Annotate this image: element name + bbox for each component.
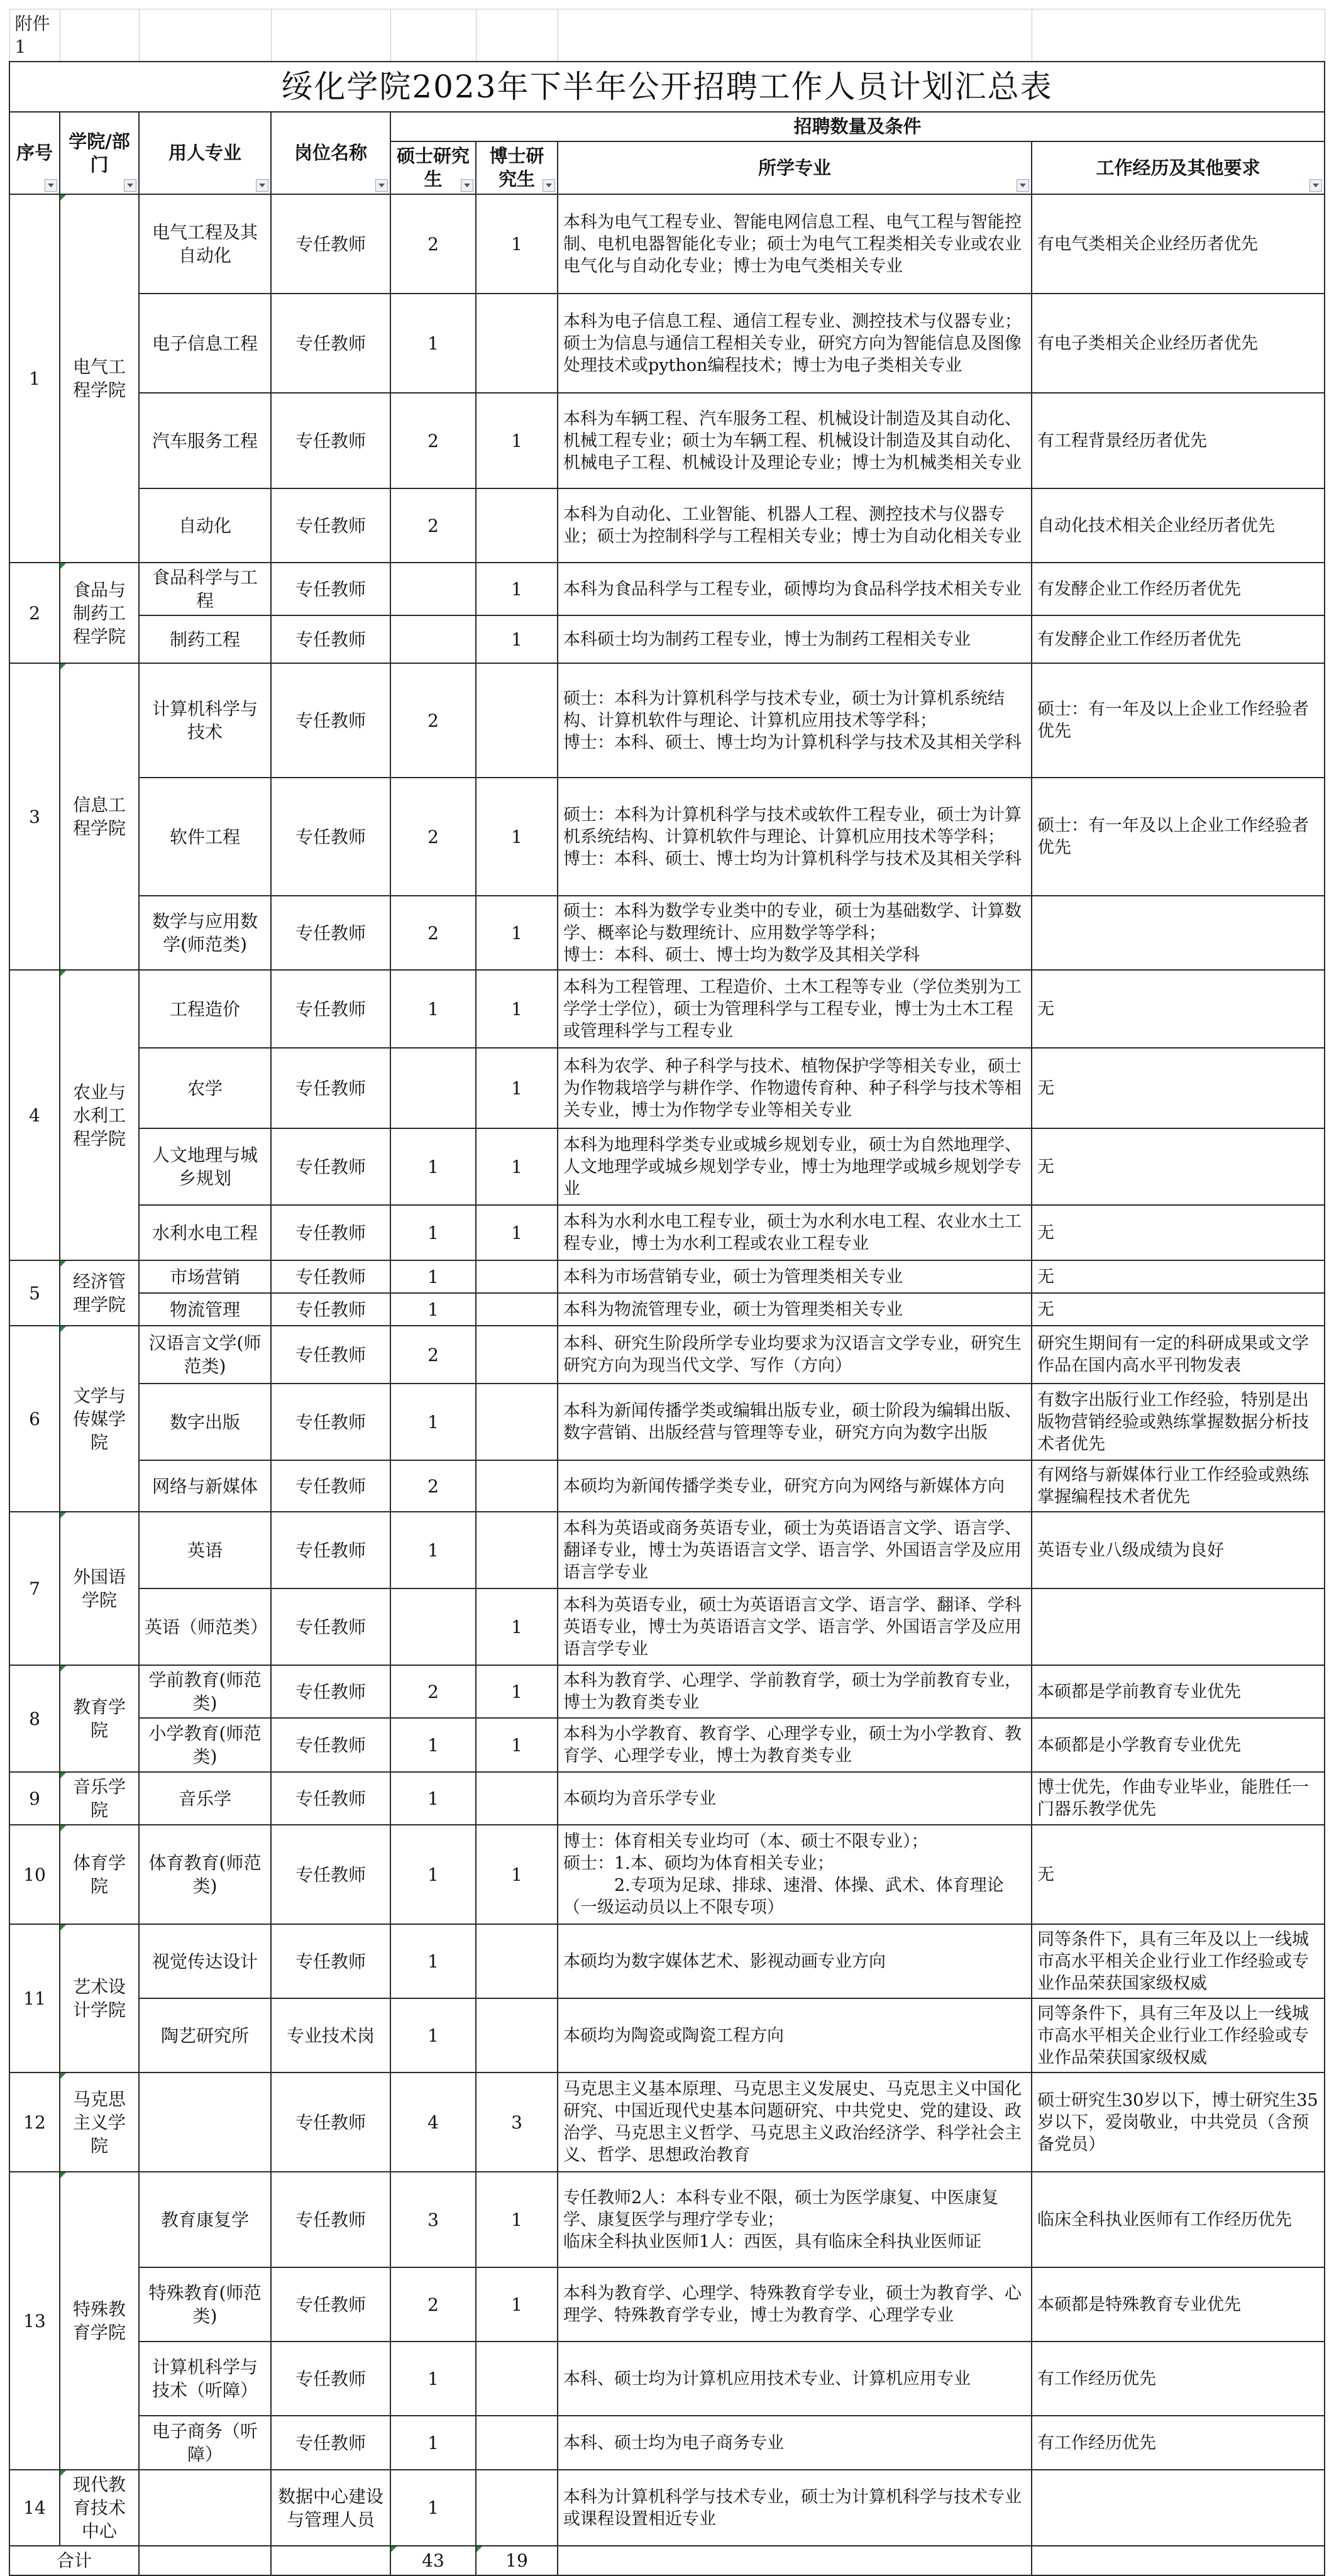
row-experience-cell[interactable]: 无 [1032, 1825, 1325, 1924]
row-experience-cell[interactable]: 有工作经历优先 [1032, 2416, 1325, 2470]
empty-cell[interactable] [558, 9, 1032, 62]
row-position-cell[interactable]: 专任教师 [271, 2267, 390, 2342]
row-studied-cell[interactable]: 专任教师2人：本科专业不限，硕士为医学康复、中医康复学、康复医学与理疗学专业； 临床全科执业医师1人：西医，具有临床全科执业医师证 [558, 2172, 1032, 2267]
row-studied-cell[interactable]: 本科、硕士均为电子商务专业 [558, 2416, 1032, 2470]
row-phd-count[interactable]: 1 [476, 1665, 558, 1718]
row-masters-count[interactable]: 3 [390, 2172, 476, 2267]
row-major-cell[interactable]: 数字出版 [139, 1384, 271, 1460]
row-experience-cell[interactable]: 本硕都是学前教育专业优先 [1032, 1665, 1325, 1718]
row-major-cell[interactable]: 英语 [139, 1512, 271, 1588]
table-row [9, 294, 1325, 393]
row-major-cell[interactable]: 特殊教育(师范类) [139, 2267, 271, 2342]
row-major-cell[interactable]: 水利水电工程 [139, 1205, 271, 1260]
row-college-cell[interactable]: 农业与水利工程学院 [60, 970, 139, 1260]
row-studied-cell[interactable]: 本科为教育学、心理学、学前教育学，硕士为学前教育专业，博士为教育类专业 [558, 1665, 1032, 1718]
table-row [9, 2342, 1325, 2416]
table-row [9, 1460, 1325, 1512]
row-masters-count[interactable]: 2 [390, 2267, 476, 2342]
row-seq-cell[interactable]: 3 [9, 663, 60, 970]
row-studied-cell[interactable]: 本科为教育学、心理学、特殊教育学专业，硕士为教育学、心理学、特殊教育学专业，博士为教育学、心理学专业 [558, 2267, 1032, 2342]
row-phd-count[interactable] [476, 1924, 558, 1998]
annex-row [9, 9, 1325, 62]
row-phd-count[interactable] [476, 1260, 558, 1293]
header-masters[interactable] [390, 141, 476, 194]
row-major-cell[interactable]: 计算机科学与技术 [139, 663, 271, 778]
header-seq-label: 序号 [16, 142, 53, 163]
row-experience-cell[interactable]: 研究生期间有一定的科研成果或文学作品在国内高水平刊物发表 [1032, 1326, 1325, 1384]
row-phd-count[interactable]: 1 [476, 393, 558, 488]
row-seq-cell[interactable]: 6 [9, 1326, 60, 1512]
row-masters-count[interactable]: 1 [390, 1260, 476, 1293]
row-masters-count[interactable]: 2 [390, 488, 476, 563]
row-experience-cell[interactable]: 本硕都是小学教育专业优先 [1032, 1718, 1325, 1772]
row-phd-count[interactable]: 1 [476, 563, 558, 615]
row-phd-count[interactable] [476, 1293, 558, 1326]
row-position-cell[interactable]: 专任教师 [271, 1128, 390, 1205]
table-row [9, 778, 1325, 896]
row-major-cell[interactable] [139, 2470, 271, 2546]
filter-dropdown-icon[interactable] [1017, 179, 1029, 192]
row-experience-cell[interactable] [1032, 896, 1325, 970]
table-row [9, 1326, 1325, 1384]
header-masters-label: 硕士研究生 [396, 145, 470, 190]
row-experience-cell[interactable]: 有电子类相关企业经历者优先 [1032, 294, 1325, 393]
row-college-cell[interactable]: 外国语学院 [60, 1512, 139, 1665]
row-studied-cell[interactable]: 本科为计算机科学与技术专业，硕士为计算机科学与技术专业或课程设置相近专业 [558, 2470, 1032, 2546]
row-phd-count[interactable] [476, 1326, 558, 1384]
total-row [9, 2546, 1325, 2575]
row-experience-cell[interactable]: 硕士：有一年及以上企业工作经验者优先 [1032, 778, 1325, 896]
row-masters-count[interactable]: 1 [390, 1512, 476, 1588]
row-studied-cell[interactable]: 本科为小学教育、教育学、心理学专业，硕士为小学教育、教育学、心理学专业，博士为教育类专业 [558, 1718, 1032, 1772]
table-row [9, 1128, 1325, 1205]
table-row [9, 194, 1325, 294]
header-position-label: 岗位名称 [294, 142, 367, 163]
filter-dropdown-icon[interactable] [124, 179, 136, 192]
table-row [9, 1260, 1325, 1293]
filter-dropdown-icon[interactable] [256, 179, 268, 192]
row-position-cell[interactable]: 专任教师 [271, 1205, 390, 1260]
row-phd-count[interactable]: 1 [476, 896, 558, 970]
row-phd-count[interactable] [476, 1772, 558, 1825]
row-masters-count[interactable] [390, 1048, 476, 1128]
header-major-label: 用人专业 [168, 142, 241, 163]
row-phd-count[interactable] [476, 2470, 558, 2546]
table-row [9, 393, 1325, 488]
total-phd[interactable]: 19 [476, 2546, 558, 2575]
row-position-cell[interactable]: 专任教师 [271, 194, 390, 294]
row-position-cell[interactable]: 专任教师 [271, 1512, 390, 1588]
title-row [9, 62, 1325, 112]
row-phd-count[interactable]: 1 [476, 778, 558, 896]
row-position-cell[interactable]: 专任教师 [271, 1718, 390, 1772]
row-major-cell[interactable]: 人文地理与城乡规划 [139, 1128, 271, 1205]
row-studied-cell[interactable]: 本硕均为音乐学专业 [558, 1772, 1032, 1825]
empty-cell[interactable] [139, 2546, 271, 2575]
row-phd-count[interactable]: 1 [476, 2172, 558, 2267]
row-masters-count[interactable] [390, 563, 476, 615]
table-title[interactable]: 绥化学院2023年下半年公开招聘工作人员计划汇总表 [9, 62, 1325, 112]
row-major-cell[interactable]: 农学 [139, 1048, 271, 1128]
header-experience-label: 工作经历及其他要求 [1096, 157, 1260, 179]
empty-cell[interactable] [390, 9, 476, 62]
row-major-cell[interactable]: 陶艺研究所 [139, 1998, 271, 2072]
row-studied-cell[interactable]: 本科为市场营销专业，硕士为管理类相关专业 [558, 1260, 1032, 1293]
row-experience-cell[interactable] [1032, 1588, 1325, 1665]
row-position-cell[interactable]: 专任教师 [271, 393, 390, 488]
row-masters-count[interactable]: 1 [390, 1825, 476, 1924]
row-phd-count[interactable]: 1 [476, 2267, 558, 2342]
row-position-cell[interactable]: 专任教师 [271, 1326, 390, 1384]
row-seq-cell[interactable]: 7 [9, 1512, 60, 1665]
row-position-cell[interactable]: 专任教师 [271, 1772, 390, 1825]
row-position-cell[interactable]: 专任教师 [271, 488, 390, 563]
filter-dropdown-icon[interactable] [45, 179, 57, 192]
row-masters-count[interactable]: 1 [390, 2470, 476, 2546]
row-studied-cell[interactable]: 本科为工程管理、工程造价、土木工程等专业（学位类别为工学学士学位），硕士为管理科学与工程专业，博士为土木工程或管理科学与工程专业 [558, 970, 1032, 1048]
row-college-cell[interactable]: 经济管理学院 [60, 1260, 139, 1326]
row-masters-count[interactable]: 2 [390, 896, 476, 970]
row-phd-count[interactable] [476, 2342, 558, 2416]
row-position-cell[interactable]: 专任教师 [271, 663, 390, 778]
row-position-cell[interactable]: 专任教师 [271, 778, 390, 896]
row-studied-cell[interactable]: 硕士：本科为数学专业类中的专业，硕士为基础数学、计算数学、概率论与数理统计、应用数学等学科； 博士：本科、硕士、博士均为数学及其相关学科 [558, 896, 1032, 970]
row-experience-cell[interactable]: 自动化技术相关企业经历者优先 [1032, 488, 1325, 563]
row-college-cell[interactable]: 文学与传媒学院 [60, 1326, 139, 1512]
row-masters-count[interactable]: 4 [390, 2072, 476, 2172]
row-major-cell[interactable]: 工程造价 [139, 970, 271, 1048]
row-phd-count[interactable] [476, 1384, 558, 1460]
empty-cell[interactable] [60, 9, 139, 62]
row-masters-count[interactable]: 1 [390, 1718, 476, 1772]
row-position-cell[interactable]: 数据中心建设与管理人员 [271, 2470, 390, 2546]
header-studied[interactable] [558, 141, 1032, 194]
row-studied-cell[interactable]: 本科为车辆工程、汽车服务工程、机械设计制造及其自动化、机械工程专业；硕士为车辆工程、机械设计制造及其自动化、机械电子工程、机械设计及理论专业；博士为机械类相关专业 [558, 393, 1032, 488]
header-major[interactable] [139, 112, 271, 194]
row-position-cell[interactable]: 专任教师 [271, 2072, 390, 2172]
table-row [9, 1293, 1325, 1326]
row-masters-count[interactable]: 1 [390, 1293, 476, 1326]
header-studied-label: 所学专业 [758, 157, 831, 179]
row-major-cell[interactable]: 数学与应用数学(师范类) [139, 896, 271, 970]
row-masters-count[interactable]: 1 [390, 294, 476, 393]
row-phd-count[interactable]: 3 [476, 2072, 558, 2172]
row-position-cell[interactable]: 专任教师 [271, 1460, 390, 1512]
row-experience-cell[interactable]: 同等条件下，具有三年及以上一线城市高水平相关企业行业工作经验或专业作品荣获国家级权威 [1032, 1924, 1325, 1998]
row-masters-count[interactable] [390, 615, 476, 663]
row-phd-count[interactable] [476, 294, 558, 393]
row-masters-count[interactable] [390, 1588, 476, 1665]
header-conditions[interactable]: 招聘数量及条件 [390, 112, 1325, 141]
row-studied-cell[interactable]: 本硕均为数字媒体艺术、影视动画专业方向 [558, 1924, 1032, 1998]
row-studied-cell[interactable]: 本科为英语或商务英语专业，硕士为英语语言文学、语言学、翻译专业，博士为英语语言文学、语言学、外国语言学及应用语言学专业 [558, 1512, 1032, 1588]
row-studied-cell[interactable]: 本科硕士均为制药工程专业，博士为制药工程相关专业 [558, 615, 1032, 663]
row-masters-count[interactable]: 1 [390, 1384, 476, 1460]
row-position-cell[interactable]: 专任教师 [271, 896, 390, 970]
empty-cell[interactable] [476, 9, 558, 62]
row-experience-cell[interactable]: 有工程背景经历者优先 [1032, 393, 1325, 488]
header-college[interactable] [60, 112, 139, 194]
row-position-cell[interactable]: 专任教师 [271, 2172, 390, 2267]
filter-dropdown-icon[interactable] [375, 179, 388, 192]
row-major-cell[interactable]: 自动化 [139, 488, 271, 563]
row-position-cell[interactable]: 专任教师 [271, 1293, 390, 1326]
row-seq-cell[interactable]: 10 [9, 1825, 60, 1924]
row-studied-cell[interactable]: 马克思主义基本原理、马克思主义发展史、马克思主义中国化研究、中国近现代史基本问题研究、中共党史、党的建设、政治学、马克思主义哲学、马克思主义政治经济学、科学社会主义、哲学、思想政治教育 [558, 2072, 1032, 2172]
row-experience-cell[interactable] [1032, 2470, 1325, 2546]
row-phd-count[interactable] [476, 1512, 558, 1588]
row-college-cell[interactable]: 教育学院 [60, 1665, 139, 1772]
total-label[interactable]: 合计 [9, 2546, 139, 2575]
row-position-cell[interactable]: 专任教师 [271, 1924, 390, 1998]
header-position[interactable] [271, 112, 390, 194]
row-studied-cell[interactable]: 本科为英语专业，硕士为英语语言文学、语言学、翻译、学科英语专业，博士为英语语言文学、语言学、外国语言学及应用语言学专业 [558, 1588, 1032, 1665]
row-major-cell[interactable]: 小学教育(师范类) [139, 1718, 271, 1772]
row-studied-cell[interactable]: 本科、硕士均为计算机应用技术专业、计算机应用专业 [558, 2342, 1032, 2416]
row-experience-cell[interactable]: 硕士：有一年及以上企业工作经验者优先 [1032, 663, 1325, 778]
table-row [9, 663, 1325, 778]
row-phd-count[interactable]: 1 [476, 1588, 558, 1665]
empty-cell[interactable] [139, 9, 271, 62]
empty-cell[interactable] [271, 2546, 390, 2575]
row-major-cell[interactable]: 视觉传达设计 [139, 1924, 271, 1998]
table-row [9, 2172, 1325, 2267]
row-masters-count[interactable]: 2 [390, 1665, 476, 1718]
row-masters-count[interactable]: 1 [390, 1924, 476, 1998]
row-experience-cell[interactable]: 有数字出版行业工作经验，特别是出版物营销经验或熟练掌握数据分析技术者优先 [1032, 1384, 1325, 1460]
row-college-cell[interactable]: 电气工程学院 [60, 194, 139, 563]
table-row [9, 1924, 1325, 1998]
row-position-cell[interactable]: 专任教师 [271, 1260, 390, 1293]
row-major-cell[interactable]: 食品科学与工程 [139, 563, 271, 615]
row-phd-count[interactable]: 1 [476, 1718, 558, 1772]
table-row [9, 2416, 1325, 2470]
row-seq-cell[interactable]: 13 [9, 2172, 60, 2470]
row-experience-cell[interactable]: 无 [1032, 970, 1325, 1048]
row-college-cell[interactable]: 特殊教育学院 [60, 2172, 139, 2470]
row-phd-count[interactable]: 1 [476, 1825, 558, 1924]
row-phd-count[interactable] [476, 2416, 558, 2470]
table-row [9, 1384, 1325, 1460]
row-studied-cell[interactable]: 本科为新闻传播学类或编辑出版专业，硕士阶段为编辑出版、数字营销、出版经营与管理等专业，研究方向为数字出版 [558, 1384, 1032, 1460]
row-experience-cell[interactable]: 无 [1032, 1205, 1325, 1260]
row-seq-cell[interactable]: 2 [9, 563, 60, 663]
row-major-cell[interactable]: 市场营销 [139, 1260, 271, 1293]
row-experience-cell[interactable]: 有电气类相关企业经历者优先 [1032, 194, 1325, 294]
row-masters-count[interactable]: 2 [390, 393, 476, 488]
row-position-cell[interactable]: 专任教师 [271, 2342, 390, 2416]
row-phd-count[interactable] [476, 1460, 558, 1512]
row-major-cell[interactable]: 汽车服务工程 [139, 393, 271, 488]
row-masters-count[interactable]: 1 [390, 2342, 476, 2416]
row-position-cell[interactable]: 专任教师 [271, 1825, 390, 1924]
header-seq[interactable] [9, 112, 60, 194]
table-row [9, 2072, 1325, 2172]
empty-cell[interactable] [1032, 2546, 1325, 2575]
row-major-cell[interactable]: 电子商务（听障） [139, 2416, 271, 2470]
row-phd-count[interactable]: 1 [476, 1205, 558, 1260]
row-phd-count[interactable] [476, 488, 558, 563]
table-row [9, 1048, 1325, 1128]
row-experience-cell[interactable]: 博士优先，作曲专业毕业，能胜任一门器乐教学优先 [1032, 1772, 1325, 1825]
row-major-cell[interactable]: 制药工程 [139, 615, 271, 663]
row-college-cell[interactable]: 体育学院 [60, 1825, 139, 1924]
row-college-cell[interactable]: 食品与制药工程学院 [60, 563, 139, 663]
row-studied-cell[interactable]: 本科为农学、种子科学与技术、植物保护学等相关专业，硕士为作物栽培学与耕作学、作物遗传育种、种子科学与技术等相关专业，博士为作物学专业等相关专业 [558, 1048, 1032, 1128]
row-college-cell[interactable]: 信息工程学院 [60, 663, 139, 970]
table-row [9, 1825, 1325, 1924]
row-major-cell[interactable]: 计算机科学与技术（听障） [139, 2342, 271, 2416]
header-phd-label: 博士研究生 [489, 145, 544, 190]
row-studied-cell[interactable]: 本科为自动化、工业智能、机器人工程、测控技术与仪器专业；硕士为控制科学与工程相关专业；博士为自动化相关专业 [558, 488, 1032, 563]
row-studied-cell[interactable]: 博士：体育相关专业均可（本、硕士不限专业）； 硕士：1.本、硕均为体育相关专业； 2.专项为足球、排球、速滑、体操、武术、体育理论（一级运动员以上不限专项） [558, 1825, 1032, 1924]
row-major-cell[interactable]: 软件工程 [139, 778, 271, 896]
row-seq-cell[interactable]: 12 [9, 2072, 60, 2172]
table-row [9, 2470, 1325, 2546]
row-major-cell[interactable]: 学前教育(师范类) [139, 1665, 271, 1718]
table-row [9, 1998, 1325, 2072]
row-seq-cell[interactable]: 14 [9, 2470, 60, 2546]
row-studied-cell[interactable]: 本科为地理科学类专业或城乡规划专业，硕士为自然地理学、人文地理学或城乡规划学专业，博士为地理学或城乡规划学专业 [558, 1128, 1032, 1205]
row-studied-cell[interactable]: 本科为水利水电工程专业，硕士为水利水电工程、农业水土工程专业，博士为水利工程或农业工程专业 [558, 1205, 1032, 1260]
row-major-cell[interactable]: 体育教育(师范类) [139, 1825, 271, 1924]
row-masters-count[interactable]: 2 [390, 1460, 476, 1512]
table-row [9, 1588, 1325, 1665]
row-seq-cell[interactable]: 11 [9, 1924, 60, 2072]
header-phd[interactable] [476, 141, 558, 194]
row-experience-cell[interactable]: 有工作经历优先 [1032, 2342, 1325, 2416]
header-experience[interactable] [1032, 141, 1325, 194]
row-major-cell[interactable]: 教育康复学 [139, 2172, 271, 2267]
row-masters-count[interactable]: 1 [390, 1205, 476, 1260]
row-experience-cell[interactable]: 英语专业八级成绩为良好 [1032, 1512, 1325, 1588]
row-major-cell[interactable] [139, 2072, 271, 2172]
row-major-cell[interactable]: 音乐学 [139, 1772, 271, 1825]
row-position-cell[interactable]: 专任教师 [271, 563, 390, 615]
table-row [9, 1772, 1325, 1825]
row-phd-count[interactable]: 1 [476, 615, 558, 663]
row-studied-cell[interactable]: 硕士：本科为计算机科学与技术或软件工程专业，硕士为计算机系统结构、计算机软件与理论、计算机应用技术等学科； 博士：本科、硕士、博士均为计算机科学与技术及其相关学科 [558, 778, 1032, 896]
header-row-1 [9, 112, 1325, 141]
row-major-cell[interactable]: 汉语言文学(师范类) [139, 1326, 271, 1384]
table-row [9, 896, 1325, 970]
row-phd-count[interactable] [476, 1998, 558, 2072]
row-studied-cell[interactable]: 本科为食品科学与工程专业，硕博均为食品科学技术相关专业 [558, 563, 1032, 615]
table-row [9, 970, 1325, 1048]
row-position-cell[interactable]: 专任教师 [271, 294, 390, 393]
row-masters-count[interactable]: 1 [390, 1772, 476, 1825]
empty-cell[interactable] [558, 2546, 1032, 2575]
table-row [9, 1512, 1325, 1588]
row-phd-count[interactable]: 1 [476, 1048, 558, 1128]
table-row [9, 1665, 1325, 1718]
empty-cell[interactable] [1032, 9, 1325, 62]
row-studied-cell[interactable]: 本硕均为新闻传播学类专业，研究方向为网络与新媒体方向 [558, 1460, 1032, 1512]
table-row [9, 1718, 1325, 1772]
row-position-cell[interactable]: 专任教师 [271, 1588, 390, 1665]
row-college-cell[interactable]: 艺术设计学院 [60, 1924, 139, 2072]
row-major-cell[interactable]: 网络与新媒体 [139, 1460, 271, 1512]
row-experience-cell[interactable]: 同等条件下，具有三年及以上一线城市高水平相关企业行业工作经验或专业作品荣获国家级权威 [1032, 1998, 1325, 2072]
row-experience-cell[interactable]: 有发酵企业工作经历者优先 [1032, 563, 1325, 615]
row-college-cell[interactable]: 现代教育技术中心 [60, 2470, 139, 2546]
row-experience-cell[interactable]: 有网络与新媒体行业工作经验或熟练掌握编程技术者优先 [1032, 1460, 1325, 1512]
row-seq-cell[interactable]: 9 [9, 1772, 60, 1825]
row-studied-cell[interactable]: 本硕均为陶瓷或陶瓷工程方向 [558, 1998, 1032, 2072]
filter-dropdown-icon[interactable] [543, 179, 555, 192]
row-position-cell[interactable]: 专任教师 [271, 1665, 390, 1718]
row-seq-cell[interactable]: 4 [9, 970, 60, 1260]
row-experience-cell[interactable]: 无 [1032, 1128, 1325, 1205]
row-masters-count[interactable]: 1 [390, 970, 476, 1048]
row-masters-count[interactable]: 2 [390, 778, 476, 896]
empty-cell[interactable] [271, 9, 390, 62]
row-phd-count[interactable] [476, 663, 558, 778]
row-studied-cell[interactable]: 硕士：本科为计算机科学与技术专业，硕士为计算机系统结构、计算机软件与理论、计算机应用技术等学科； 博士：本科、硕士、博士均为计算机科学与技术及其相关学科 [558, 663, 1032, 778]
row-experience-cell[interactable]: 本硕都是特殊教育专业优先 [1032, 2267, 1325, 2342]
total-masters[interactable]: 43 [390, 2546, 476, 2575]
row-major-cell[interactable]: 英语（师范类） [139, 1588, 271, 1665]
filter-dropdown-icon[interactable] [1309, 179, 1322, 192]
table-row [9, 563, 1325, 615]
row-position-cell[interactable]: 专任教师 [271, 970, 390, 1048]
row-college-cell[interactable]: 马克思主义学院 [60, 2072, 139, 2172]
row-position-cell[interactable]: 专任教师 [271, 615, 390, 663]
row-major-cell[interactable]: 电气工程及其自动化 [139, 194, 271, 294]
table-row [9, 1205, 1325, 1260]
row-position-cell[interactable]: 专任教师 [271, 1048, 390, 1128]
row-seq-cell[interactable]: 1 [9, 194, 60, 563]
annex-label[interactable]: 附件1 [9, 9, 60, 62]
table-row [9, 615, 1325, 663]
row-phd-count[interactable]: 1 [476, 1128, 558, 1205]
row-studied-cell[interactable]: 本科为物流管理专业，硕士为管理类相关专业 [558, 1293, 1032, 1326]
row-masters-count[interactable]: 2 [390, 1326, 476, 1384]
row-studied-cell[interactable]: 本科、研究生阶段所学专业均要求为汉语言文学专业，研究生研究方向为现当代文学、写作（方向） [558, 1326, 1032, 1384]
row-phd-count[interactable]: 1 [476, 194, 558, 294]
table-row [9, 2267, 1325, 2342]
row-masters-count[interactable]: 1 [390, 2416, 476, 2470]
row-college-cell[interactable]: 音乐学院 [60, 1772, 139, 1825]
row-masters-count[interactable]: 2 [390, 663, 476, 778]
row-major-cell[interactable]: 电子信息工程 [139, 294, 271, 393]
row-experience-cell[interactable]: 无 [1032, 1293, 1325, 1326]
row-masters-count[interactable]: 1 [390, 1998, 476, 2072]
row-position-cell[interactable]: 专任教师 [271, 1384, 390, 1460]
filter-dropdown-icon[interactable] [461, 179, 473, 192]
row-experience-cell[interactable]: 临床全科执业医师有工作经历优先 [1032, 2172, 1325, 2267]
header-college-label: 学院/部门 [69, 130, 130, 175]
row-studied-cell[interactable]: 本科为电子信息工程、通信工程专业、测控技术与仪器专业；硕士为信息与通信工程相关专业，研究方向为智能信息及图像处理技术或python编程技术；博士为电子类相关专业 [558, 294, 1032, 393]
row-position-cell[interactable]: 专业技术岗 [271, 1998, 390, 2072]
row-experience-cell[interactable]: 有发酵企业工作经历者优先 [1032, 615, 1325, 663]
row-experience-cell[interactable]: 无 [1032, 1260, 1325, 1293]
row-masters-count[interactable]: 1 [390, 1128, 476, 1205]
row-position-cell[interactable]: 专任教师 [271, 2416, 390, 2470]
recruitment-plan-table [9, 9, 1325, 2576]
row-experience-cell[interactable]: 无 [1032, 1048, 1325, 1128]
row-studied-cell[interactable]: 本科为电气工程专业、智能电网信息工程、电气工程与智能控制、电机电器智能化专业；硕士为电气工程类相关专业或农业电气化与自动化专业；博士为电气类相关专业 [558, 194, 1032, 294]
row-phd-count[interactable]: 1 [476, 970, 558, 1048]
row-seq-cell[interactable]: 5 [9, 1260, 60, 1326]
table-row [9, 488, 1325, 563]
row-seq-cell[interactable]: 8 [9, 1665, 60, 1772]
row-major-cell[interactable]: 物流管理 [139, 1293, 271, 1326]
row-experience-cell[interactable]: 硕士研究生30岁以下，博士研究生35岁以下，爱岗敬业，中共党员（含预备党员） [1032, 2072, 1325, 2172]
row-masters-count[interactable]: 2 [390, 194, 476, 294]
